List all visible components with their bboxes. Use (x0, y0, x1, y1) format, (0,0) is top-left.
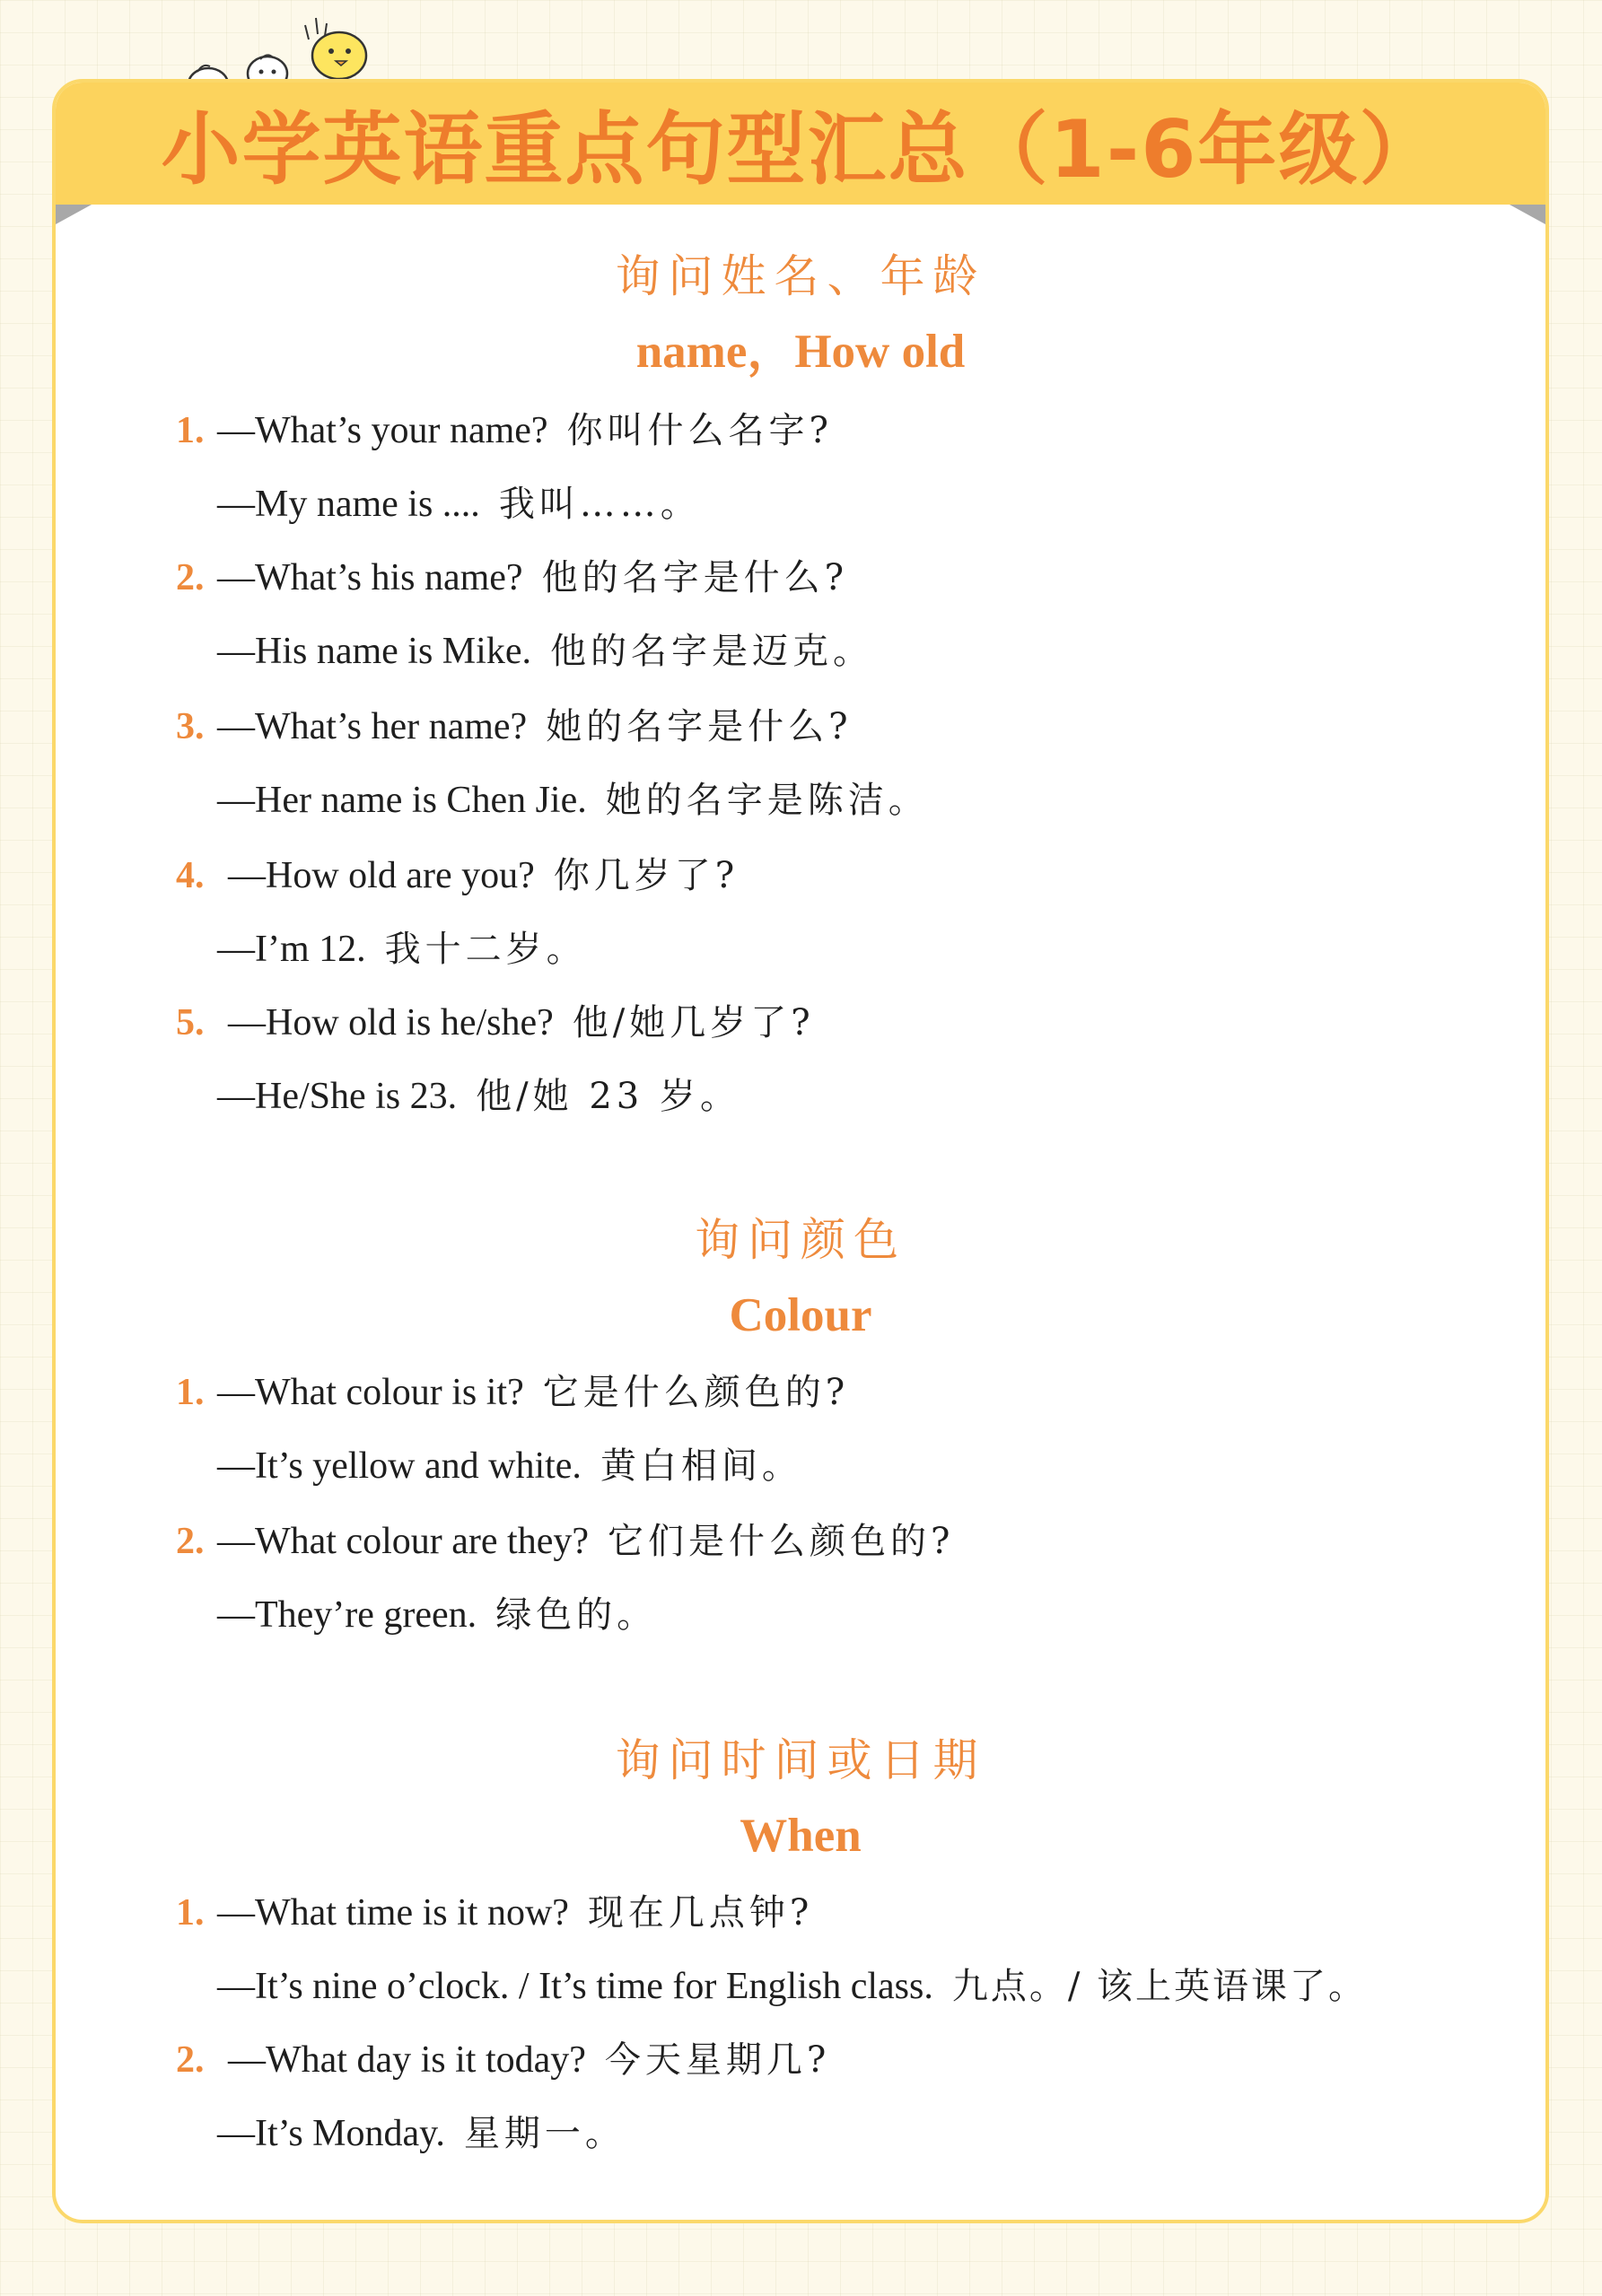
content-card (52, 79, 1549, 2223)
item-number: 4. (176, 855, 205, 896)
item-number: 5. (176, 1002, 205, 1043)
section-title-en: Colour (729, 1289, 872, 1341)
section-title-en: name，How old (635, 326, 966, 378)
answer-zh: 黄白相间。 (600, 1445, 802, 1487)
question-en: —What time is it now? (217, 1892, 569, 1934)
answer-en: —His name is Mike. (217, 631, 531, 672)
item-number: 1. (176, 410, 205, 451)
answer-en: —It’s nine o’clock. / It’s time for English class. (217, 1966, 933, 2007)
section-title-en: When (740, 1810, 862, 1862)
section-title-zh: 询问颜色 (695, 1214, 906, 1266)
question-zh: 他/她几岁了? (572, 1002, 815, 1043)
question-zh: 它们是什么颜色的? (607, 1521, 955, 1562)
item-number: 1. (176, 1372, 205, 1413)
answer-zh: 她的名字是陈洁。 (605, 780, 929, 821)
answer-en: —I’m 12. (217, 929, 366, 970)
question-en: —What’s your name? (217, 410, 548, 451)
answer-en: —My name is .... (217, 484, 480, 525)
answer-en: —It’s Monday. (217, 2113, 445, 2154)
answer-en: —It’s yellow and white. (217, 1445, 582, 1487)
question-zh: 今天星期几? (604, 2039, 831, 2081)
banner-fold-left (56, 205, 92, 224)
question-zh: 它是什么颜色的? (542, 1372, 850, 1413)
answer-zh: 他的名字是迈克。 (549, 631, 873, 672)
section-title-zh: 询问姓名、年龄 (615, 250, 986, 302)
title-banner (56, 83, 1545, 205)
question-en: —What’s her name? (217, 706, 528, 747)
answer-zh: 我十二岁。 (384, 929, 587, 970)
question-zh: 他的名字是什么? (541, 557, 849, 598)
answer-zh: 星期一。 (463, 2113, 626, 2154)
question-en: —How old is he/she? (228, 1002, 554, 1043)
question-en: —What colour is it? (217, 1372, 524, 1413)
page-title: 小学英语重点句型汇总（1-6年级） (161, 103, 1440, 196)
answer-en: —He/She is 23. (217, 1076, 458, 1117)
question-en: —What day is it today? (228, 2039, 586, 2081)
answer-zh: 我叫……。 (498, 484, 701, 525)
answer-en: —Her name is Chen Jie. (217, 780, 587, 821)
question-en: —What’s his name? (217, 557, 523, 598)
answer-zh: 他/她 23 岁。 (476, 1076, 740, 1117)
item-number: 2. (176, 557, 205, 598)
answer-zh: 绿色的。 (495, 1594, 658, 1636)
question-en: —What colour are they? (217, 1521, 589, 1562)
question-zh: 你叫什么名字? (566, 410, 833, 451)
item-number: 2. (176, 1521, 205, 1562)
answer-zh: 九点。/ 该上英语课了。 (951, 1966, 1368, 2007)
question-zh: 她的名字是什么? (546, 706, 853, 747)
item-number: 3. (176, 706, 205, 747)
item-number: 1. (176, 1892, 205, 1934)
question-zh: 你几岁了? (553, 855, 740, 896)
section-title-zh: 询问时间或日期 (615, 1734, 986, 1786)
question-zh: 现在几点钟? (587, 1892, 814, 1934)
question-en: —How old are you? (228, 855, 535, 896)
banner-fold-right (1510, 205, 1545, 224)
answer-en: —They’re green. (217, 1594, 477, 1636)
item-number: 2. (176, 2039, 205, 2081)
